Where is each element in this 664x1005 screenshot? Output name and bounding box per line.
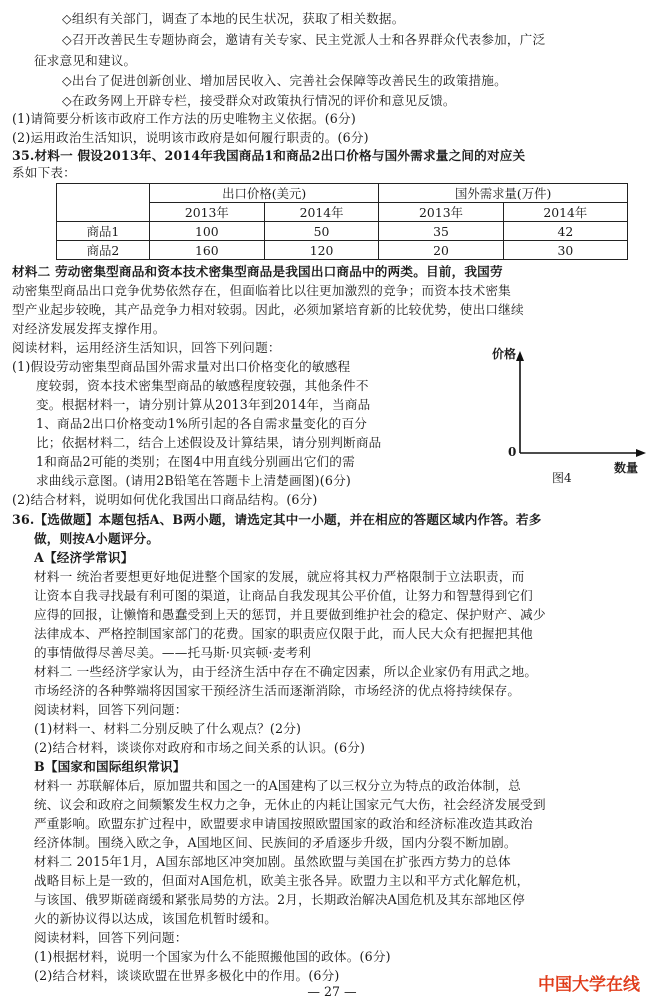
- figure-4-axes: [488, 345, 648, 485]
- q35-material-2-line4: 对经济发展发挥支撑作用。: [12, 321, 166, 336]
- table-year-header: 2014年: [264, 203, 379, 222]
- q34-2: (2)运用政治生活知识，说明该市政府是如何履行职责的。(6分): [12, 130, 369, 145]
- q35-2: (2)结合材料，说明如何优化我国出口商品结构。(6分): [12, 492, 318, 507]
- page-number: — 27 —: [307, 984, 357, 999]
- table-cell: 42: [503, 222, 627, 241]
- site-watermark: 中国大学在线: [538, 975, 640, 995]
- q35-1-line2: 度较弱，资本技术密集型商品的敏感程度较强，其他条件不: [36, 378, 369, 393]
- q35-1-line6: 1和商品2可能的类别；在图4中用直线分别画出它们的需: [36, 454, 355, 469]
- a-material-1-line4: 法律成本、严格控制国家部门的花费。国家的职责应仅限于此，而人民大众有把握把其他: [34, 626, 533, 641]
- b-material-2-line4: 火的新协议得以达成，该国危机暂时缓和。: [34, 911, 278, 926]
- b-material-2-line1: 材料二 2015年1月，A国东部地区冲突加剧。虽然欧盟与美国在扩张西方势力的总体: [34, 854, 511, 869]
- a-material-1-line1: 材料一 统治者要想更好地促进整个国家的发展，就应将其权力严格限制于立法职责，而: [34, 569, 525, 584]
- a-material-1-line3: 应得的回报，让懒惰和愚蠢受到上天的惩罚，并且要做到维护社会的稳定、保护财产、减少: [34, 607, 546, 622]
- q35-1-line3: 变。根据材料一，请分别计算从2013年到2014年，当商品: [36, 397, 371, 412]
- x-axis-arrow-icon: [636, 449, 646, 457]
- table-year-header: 2014年: [503, 203, 627, 222]
- b-material-1-line1: 材料一 苏联解体后，原加盟共和国之一的A国建构了以三权分立为特点的政治体制，总: [34, 778, 521, 793]
- q36-heading-cont: 做，则按A小题评分。: [34, 531, 160, 546]
- a-material-1-line5: 的事情做得尽善尽美。——托马斯·贝宾顿·麦考利: [34, 645, 312, 660]
- table-row: [57, 222, 628, 241]
- bullet-item-1: ◇组织有关部门，调查了本地的民生状况，获取了相关数据。: [62, 11, 405, 26]
- material-2-label: 材料二 劳动密集型商品和资本技术密集型商品是我国出口商品中的两类。目前，我国劳: [12, 264, 503, 279]
- q34-1: (1)请简要分析该市政府工作方法的历史唯物主义依据。(6分): [12, 111, 356, 126]
- q35-1-line5: 比；依据材料二，结合上述假设及计算结果，请分别判断商品: [36, 435, 382, 450]
- table-cell: 160: [150, 241, 265, 260]
- x-axis-label: 数量: [614, 461, 639, 475]
- a-q1: (1)材料一、材料二分别反映了什么观点？(2分): [34, 721, 302, 736]
- table-row: [57, 241, 628, 260]
- bullet-item-2: ◇召开改善民生专题协商会，邀请有关专家、民主党派人士和各界群众代表参加，广泛: [62, 32, 546, 47]
- table-year-header: 2013年: [379, 203, 503, 222]
- b-material-1-line3: 严重影响。欧盟东扩过程中，欧盟要求申请国按照欧盟国家的政治和经济标准改造其政治: [34, 816, 533, 831]
- q35-instruction: 阅读材料，运用经济生活知识，回答下列问题：: [12, 340, 281, 355]
- a-material-2-line2: 市场经济的各种弊端将因国家干预经济生活而逐渐消除，市场经济的优点将持续保存。: [34, 683, 521, 698]
- a-material-2-line1: 材料二 一些经济学家认为，由于经济生活中存在不确定因素，所以企业家仍有用武之地。: [34, 664, 538, 679]
- q35-1-line1: (1)假设劳动密集型商品国外需求量对出口价格变化的敏感程: [12, 359, 351, 374]
- q35-material-2: [12, 263, 652, 281]
- q35-1-line4: 1、商品2出口价格变动1%所引起的各自需求量变化的百分: [36, 416, 368, 431]
- table-cell: 50: [264, 222, 379, 241]
- table-group-header: 出口价格(美元): [150, 184, 379, 203]
- b-material-1-line2: 统、议会和政府之间频繁发生权力之争，无休止的内耗让国家元气大伤，社会经济发展受到: [34, 797, 546, 812]
- b-material-2-line3: 与该国、俄罗斯磋商缓和紧张局势的方法。2月，长期政治解决A国危机及其东部地区停: [34, 892, 525, 907]
- figure-caption: 图4: [552, 471, 572, 485]
- y-axis-label: 价格: [492, 347, 517, 361]
- bullet-item-4: ◇在政务网上开辟专栏，接受群众对政策执行情况的评价和意见反馈。: [62, 93, 456, 108]
- q35-material-1: 35.材料一 假设2013年、2014年我国商品1和商品2出口价格与国外需求量之间的对应关: [12, 148, 526, 163]
- table-row-label: 商品2: [57, 241, 150, 260]
- table-year-header: 2013年: [150, 203, 265, 222]
- table-cell: 35: [379, 222, 503, 241]
- q35-1-line7: 求曲线示意图。(请用2B铅笔在答题卡上清楚画图)(6分): [36, 473, 352, 488]
- table-group-header: 国外需求量(万件): [379, 184, 628, 203]
- y-axis-arrow-icon: [516, 351, 524, 361]
- b-instruction: 阅读材料，回答下列问题：: [34, 930, 188, 945]
- q35-material-2-line2: 动密集型商品出口竞争优势依然存在，但面临着比以往更加激烈的竞争；而资本技术密集: [12, 283, 511, 298]
- b-q2: (2)结合材料，谈谈欧盟在世界多极化中的作用。(6分): [34, 968, 340, 983]
- table-cell: 30: [503, 241, 627, 260]
- table-corner: [57, 184, 150, 222]
- section-a-title: A【经济学常识】: [34, 550, 134, 565]
- price-demand-table: [56, 183, 628, 260]
- table-cell: 120: [264, 241, 379, 260]
- table-row-label: 商品1: [57, 222, 150, 241]
- b-material-2-line2: 战略目标上是一致的，但面对A国危机，欧美主张各异。欧盟力主以和平方式化解危机，: [34, 873, 530, 888]
- b-material-1-line4: 经济体制。围绕入欧之争，A国地区间、民族间的矛盾逐步升级，国内分裂不断加剧。: [34, 835, 517, 850]
- b-q1: (1)根据材料，说明一个国家为什么不能照搬他国的政体。(6分): [34, 949, 391, 964]
- a-q2: (2)结合材料，谈谈你对政府和市场之间关系的认识。(6分): [34, 740, 366, 755]
- q35-material-2-line3: 型产业起步较晚，其产品竞争力相对较弱。因此，必须加紧培育新的比较优势，使出口继续: [12, 302, 524, 317]
- table-cell: 100: [150, 222, 265, 241]
- q36-heading: 36.【选做题】本题包括A、B两小题，请选定其中一小题，并在相应的答题区域内作答。若多: [12, 512, 542, 527]
- bullet-item-2-cont: 征求意见和建议。: [34, 53, 137, 68]
- bullet-item-3: ◇出台了促进创新创业、增加居民收入、完善社会保障等改善民生的政策措施。: [62, 73, 507, 88]
- q35-material-1-cont: 系如下表：: [12, 165, 76, 180]
- section-b-title: B【国家和国际组织常识】: [34, 759, 186, 774]
- a-material-1-line2: 让资本自我寻找最有利可图的渠道，让商品自我发现其公平价值，让努力和智慧得到它们: [34, 588, 533, 603]
- origin-label: 0: [508, 445, 517, 459]
- a-instruction: 阅读材料，回答下列问题：: [34, 702, 188, 717]
- table-cell: 20: [379, 241, 503, 260]
